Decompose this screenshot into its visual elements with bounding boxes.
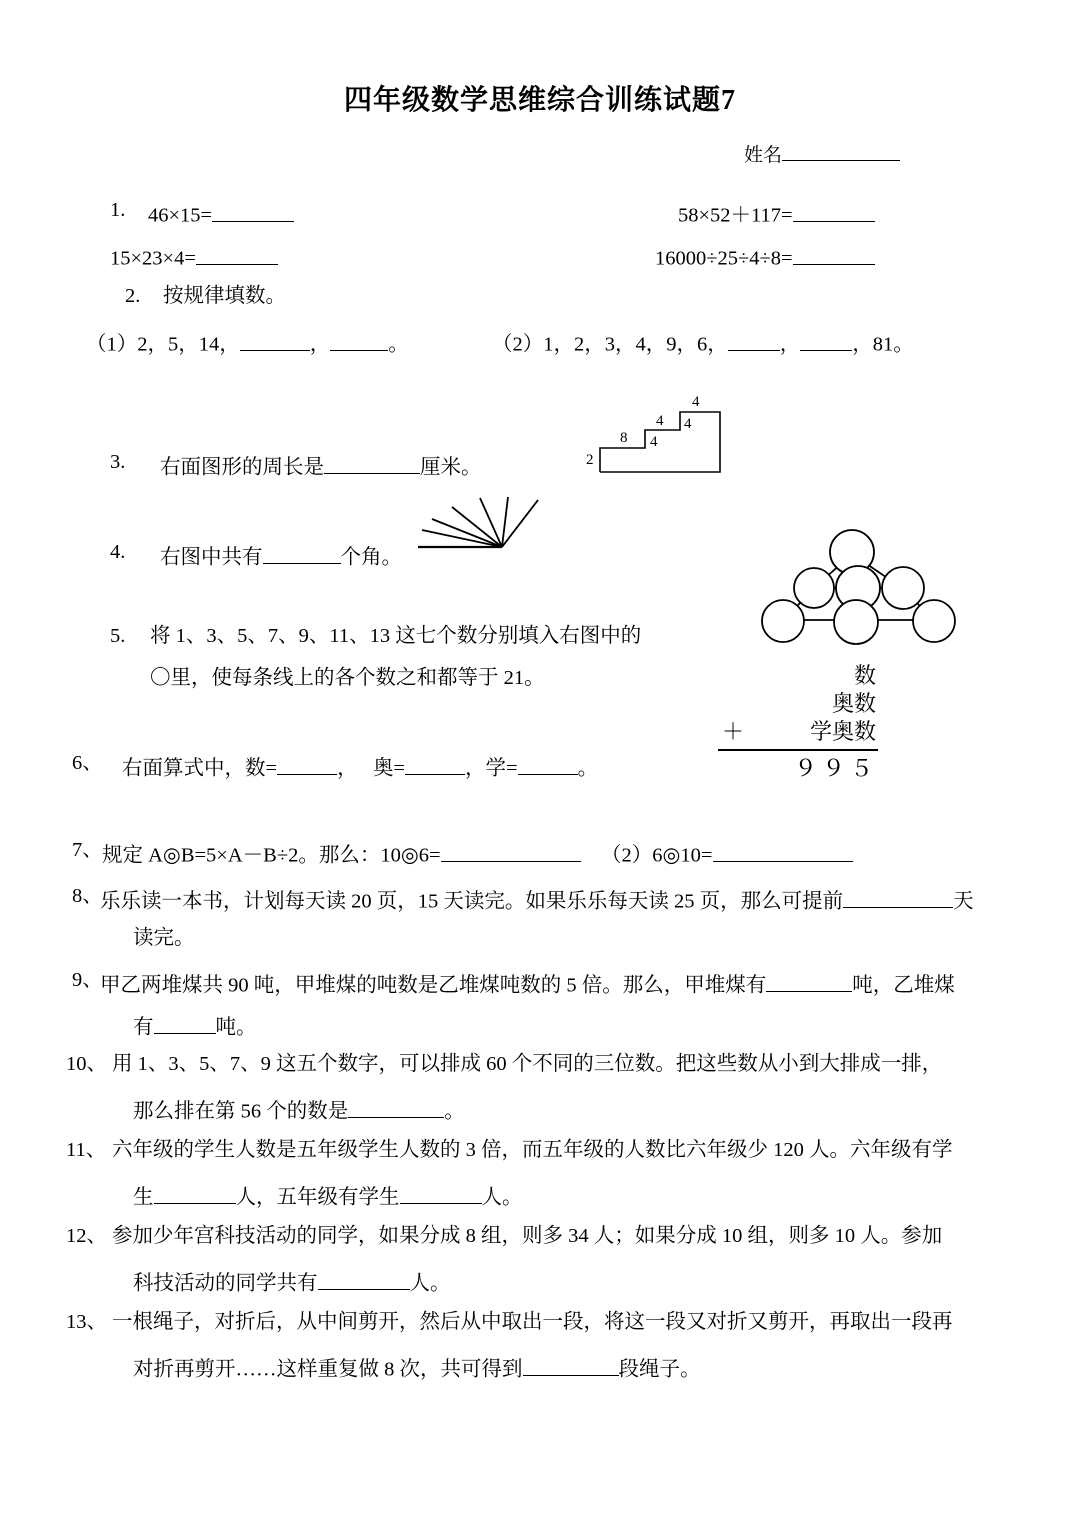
question-7-text [102, 840, 853, 866]
q9-line2-tail: 吨。 [215, 1016, 257, 1039]
q4-text-before: 右图中共有 [160, 546, 263, 569]
question-9-line-2 [133, 1012, 257, 1038]
staircase-label-rise1: 4 [650, 434, 658, 450]
q4-blank[interactable] [263, 542, 341, 564]
q13-line2-text: 对折再剪开……这样重复做 8 次，共可得到 [133, 1358, 523, 1381]
q9-blank-1[interactable] [766, 970, 852, 992]
question-11-line-2 [133, 1182, 523, 1208]
name-label: 姓名 [744, 145, 783, 166]
question-12-line-1: 参加少年宫科技活动的同学，如果分成 8 组，则多 34 人；如果分成 10 组，则多 10 人。参加 [112, 1225, 943, 1247]
circle-bottom-center [834, 600, 878, 644]
q1-expr1-text: 46×15= [148, 204, 213, 227]
question-8-number: 8、 [72, 885, 103, 907]
question-1-number: 1. [110, 199, 126, 221]
circle-mid-right [882, 567, 924, 609]
addend-row-3 [700, 718, 900, 746]
question-3-number: 3. [110, 451, 126, 473]
staircase-label-top: 4 [692, 394, 700, 410]
name-blank[interactable] [782, 141, 900, 161]
q10-line2-tail: 。 [444, 1100, 465, 1123]
q8-line1-unit: 天 [953, 890, 974, 913]
q2-sub1-blank-2[interactable] [330, 329, 388, 351]
q2-sub1-comma: ， [309, 333, 331, 356]
student-name-field [744, 140, 900, 167]
question-5-line-1: 将 1、3、5、7、9、11、13 这七个数分别填入右图中的 [150, 625, 642, 647]
circle-bottom-right [913, 600, 955, 642]
q1-blank-3[interactable] [196, 243, 278, 265]
q12-line2-text: 科技活动的同学共有 [133, 1272, 318, 1295]
question-4-number: 4. [110, 541, 126, 563]
q7-blank-1[interactable] [441, 840, 581, 862]
question-10-line-2 [133, 1096, 465, 1122]
q6-text-c: 奥= [372, 757, 405, 780]
q7-blank-2[interactable] [713, 840, 853, 862]
q6-blank-3[interactable] [518, 753, 578, 775]
q6-blank-2[interactable] [405, 753, 465, 775]
q2-sub2-text: （2）1，2，3，4，9，6， [492, 333, 728, 356]
question-11-number: 11、 [66, 1139, 107, 1161]
q2-sub1-blank-1[interactable] [240, 329, 310, 351]
addition-puzzle-figure [700, 662, 900, 783]
q6-text-d: ，学= [465, 757, 518, 780]
q2-sub2-blank-1[interactable] [728, 329, 780, 351]
question-2-sub-1 [86, 329, 409, 355]
circle-bottom-left [762, 600, 804, 642]
q2-sub1-period: 。 [388, 333, 409, 356]
q8-blank[interactable] [843, 886, 953, 908]
q6-text-a: 右面算式中，数= [122, 757, 278, 780]
q1-blank-1[interactable] [212, 200, 294, 222]
question-13-line-2 [133, 1354, 701, 1380]
question-13-number: 13、 [66, 1311, 107, 1333]
q9-line2-text: 有 [133, 1016, 154, 1039]
q2-sub1-text: （1）2，5，14， [86, 333, 240, 356]
question-13-line-1: 一根绳子，对折后，从中间剪开，然后从中取出一段，将这一段又对折又剪开，再取出一段再 [112, 1311, 953, 1333]
addend-row-1: 数 [853, 663, 876, 688]
q4-text-after: 个角。 [340, 546, 402, 569]
question-1-expr-2 [678, 200, 875, 226]
staircase-label-run1: 8 [620, 430, 628, 446]
staircase-label-left: 2 [586, 452, 594, 468]
q1-expr2-text: 58×52＋117= [678, 204, 793, 227]
q10-blank[interactable] [348, 1096, 444, 1118]
question-12-line-2 [133, 1268, 451, 1294]
q6-blank-1[interactable] [277, 753, 337, 775]
question-1-expr-4 [655, 243, 875, 269]
question-10-number: 10、 [66, 1053, 107, 1075]
addition-sum: ９９５ [794, 756, 878, 781]
q3-text-before: 右面图形的周长是 [160, 456, 324, 479]
q1-blank-2[interactable] [793, 200, 875, 222]
question-10-line-1: 用 1、3、5、7、9 这五个数字，可以排成 60 个不同的三位数。把这些数从小到大排成一排， [112, 1053, 943, 1075]
q7-text-a: 规定 A◎B=5×A－B÷2。那么：10◎6= [102, 844, 441, 867]
question-2-sub-2 [492, 329, 914, 355]
circle-mid-left [794, 568, 834, 608]
question-5-line-2: 〇里，使每条线上的各个数之和都等于 21。 [150, 667, 545, 689]
q13-blank[interactable] [523, 1354, 619, 1376]
q12-line2-tail: 人。 [409, 1272, 451, 1295]
q9-blank-2[interactable] [154, 1012, 216, 1034]
question-6-number: 6、 [72, 752, 103, 774]
page-title: 四年级数学思维综合训练试题7 [343, 85, 736, 116]
q11-line2-a: 生 [133, 1186, 154, 1209]
q12-blank[interactable] [318, 1268, 410, 1290]
q11-blank-2[interactable] [400, 1182, 482, 1204]
q10-line2-text: 那么排在第 56 个的数是 [133, 1100, 349, 1123]
question-9-line-1 [100, 970, 955, 996]
q6-text-e: 。 [577, 757, 599, 780]
q2-sub2-blank-2[interactable] [800, 329, 852, 351]
q2-sub2-comma: ， [779, 333, 801, 356]
question-8-line-2: 读完。 [133, 927, 195, 949]
q3-text-after: 厘米。 [420, 456, 482, 479]
q7-text-b: （2）6◎10= [601, 844, 713, 867]
question-12-number: 12、 [66, 1225, 107, 1247]
plus-sign: ＋ [722, 719, 745, 744]
question-9-number: 9、 [72, 969, 103, 991]
q9-line1-tail: 吨，乙堆煤 [852, 974, 955, 997]
q1-expr3-text: 15×23×4= [110, 247, 196, 270]
triangle-circles-figure [752, 524, 962, 646]
question-1-expr-3 [110, 243, 278, 269]
addend-row-3-text: 学奥数 [809, 719, 876, 744]
question-2-number: 2. [125, 285, 141, 307]
q1-blank-4[interactable] [793, 243, 875, 265]
addend-row-2: 奥数 [831, 691, 876, 716]
question-11-line-1: 六年级的学生人数是五年级学生人数的 3 倍，而五年级的人数比六年级少 120 人。六年级有学 [112, 1139, 953, 1161]
question-4-text [160, 542, 402, 568]
question-6-text [122, 753, 598, 779]
q11-line2-b: 人，五年级有学生 [235, 1186, 400, 1209]
q11-line2-c: 人。 [481, 1186, 523, 1209]
question-1-expr-1 [148, 200, 294, 226]
staircase-label-rise2: 4 [684, 416, 692, 432]
staircase-figure [580, 378, 750, 483]
question-5-number: 5. [110, 625, 126, 647]
question-3-text [160, 452, 482, 478]
q6-text-b: ， [337, 757, 358, 780]
question-7-number: 7、 [72, 839, 103, 861]
q13-line2-tail: 段绳子。 [618, 1358, 701, 1381]
q9-line1-text: 甲乙两堆煤共 90 吨，甲堆煤的吨数是乙堆煤吨数的 5 倍。那么，甲堆煤有 [100, 974, 767, 997]
question-2-prompt: 按规律填数。 [163, 285, 286, 307]
staircase-label-run2: 4 [656, 413, 664, 429]
angle-fan-figure [414, 492, 564, 554]
q3-blank[interactable] [324, 452, 420, 474]
q2-sub2-tail: ，81。 [852, 333, 914, 356]
q11-blank-1[interactable] [154, 1182, 236, 1204]
addition-rule-line [718, 749, 878, 751]
q1-expr4-text: 16000÷25÷4÷8= [655, 247, 793, 270]
question-8-line-1 [100, 886, 974, 912]
q8-line1-text: 乐乐读一本书，计划每天读 20 页，15 天读完。如果乐乐每天读 25 页，那么可提前 [100, 890, 844, 913]
